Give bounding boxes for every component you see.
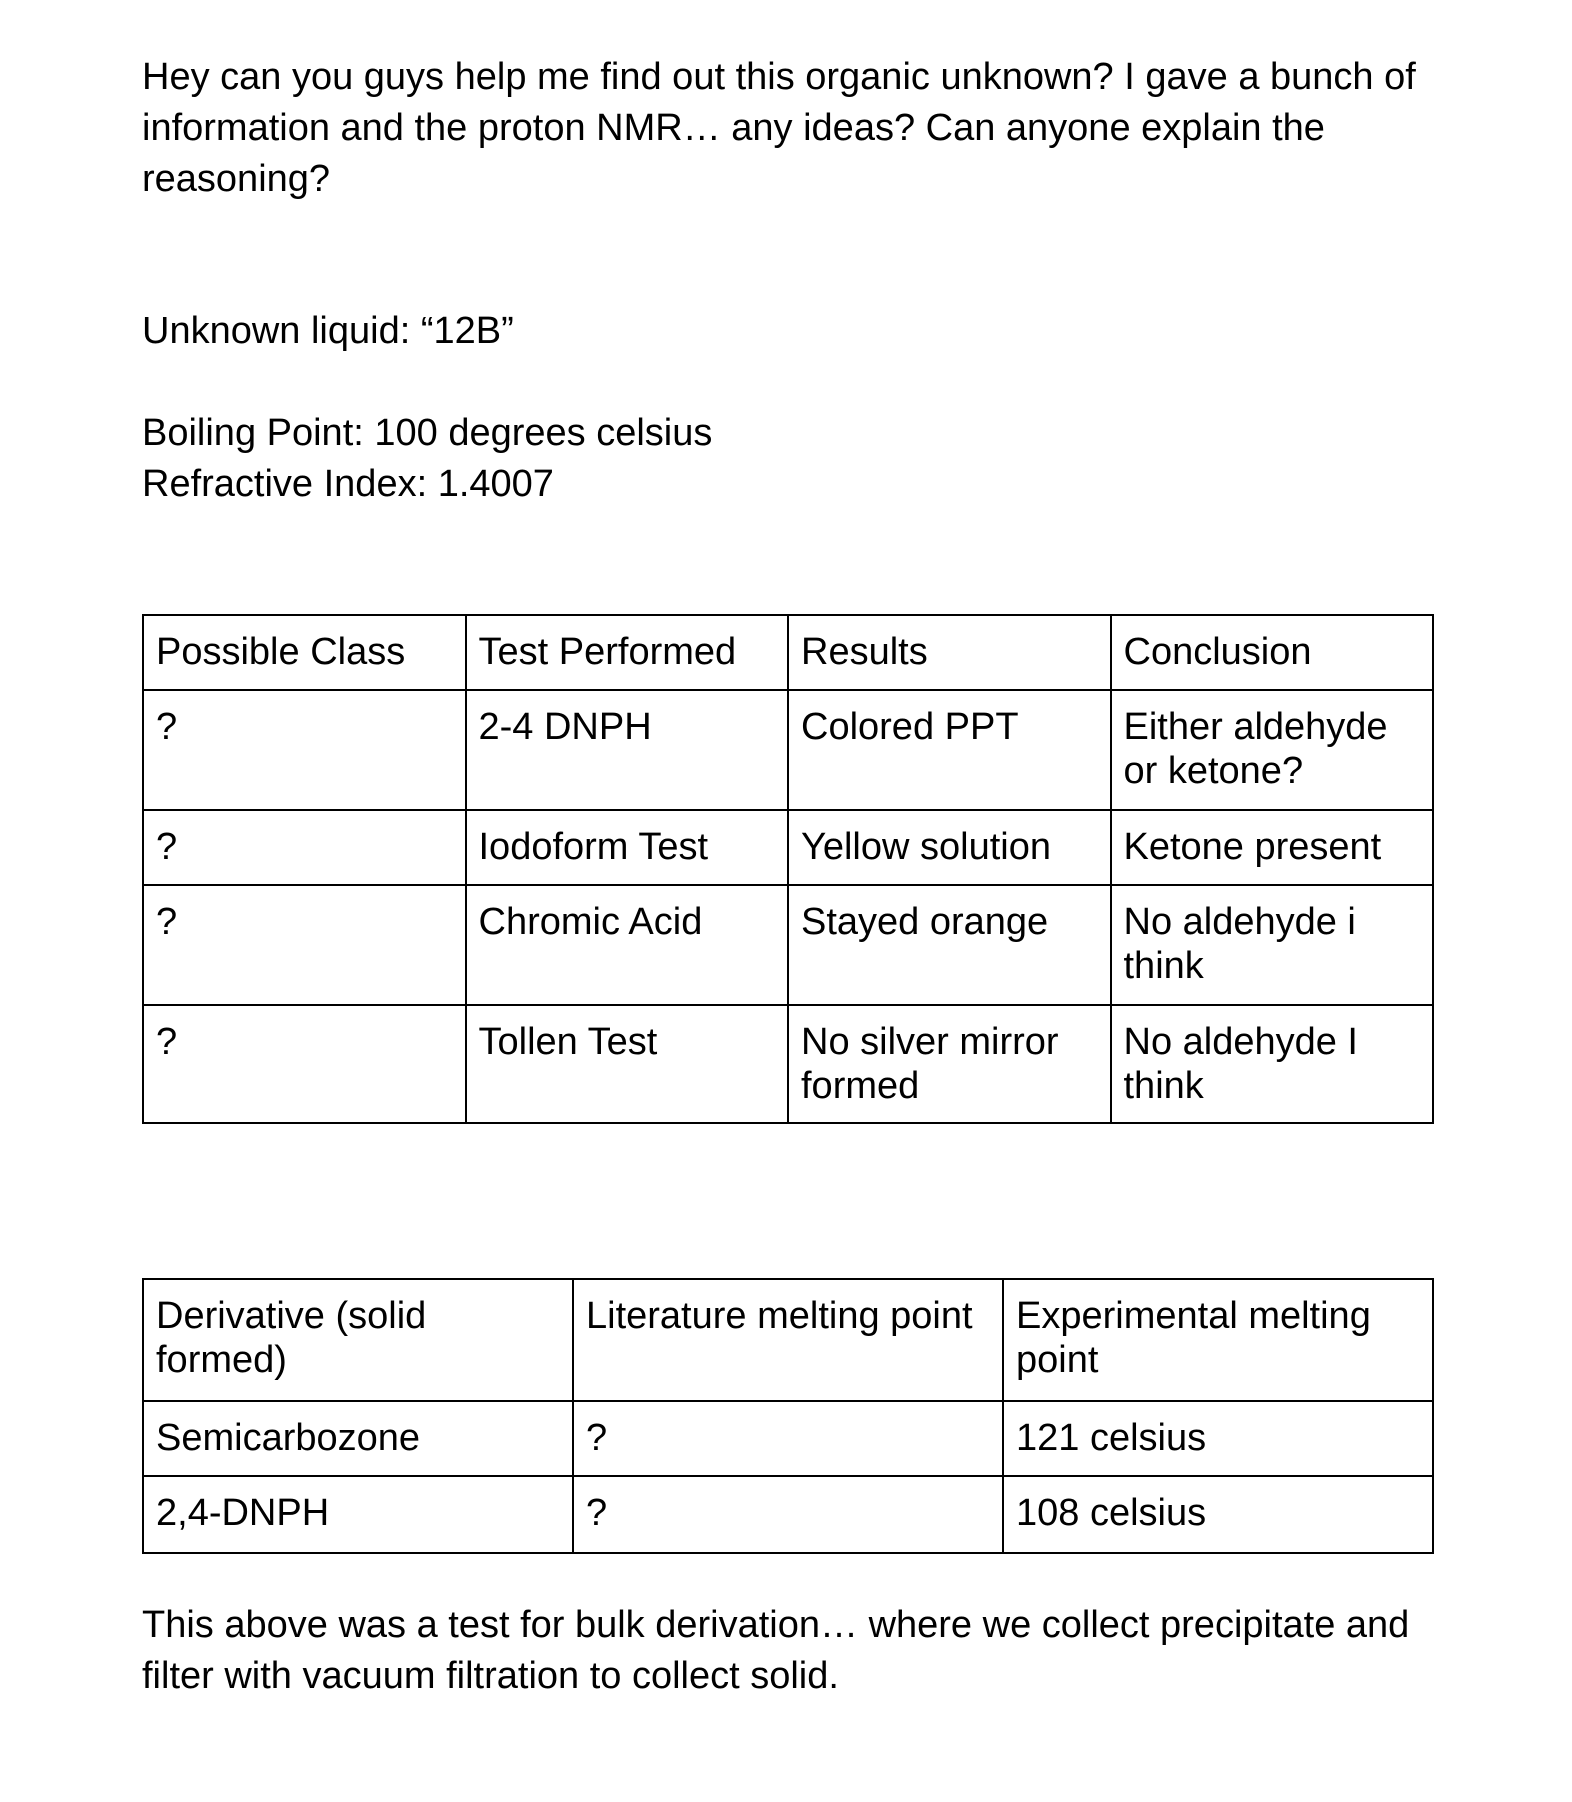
table-cell: 121 celsius	[1003, 1401, 1433, 1476]
table-cell: Chromic Acid	[466, 885, 789, 1005]
table-cell: ?	[143, 810, 466, 885]
table-cell: No aldehyde I think	[1111, 1005, 1434, 1123]
derivative-header-cell: Literature melting point	[573, 1279, 1003, 1401]
table-cell: Semicarbozone	[143, 1401, 573, 1476]
derivative-header-cell: Experimental melting point	[1003, 1279, 1433, 1401]
table-row	[143, 810, 1433, 885]
footer-paragraph: This above was a test for bulk derivation… where we collect precipitate and filter with vacuum filtration to collect solid.	[142, 1604, 1410, 1697]
table-cell: Stayed orange	[788, 885, 1111, 1005]
table-cell: Either aldehyde or ketone?	[1111, 690, 1434, 810]
table-row	[143, 1401, 1433, 1476]
table-cell: ?	[143, 690, 466, 810]
table-cell: ?	[573, 1401, 1003, 1476]
table-cell: 2,4-DNPH	[143, 1476, 573, 1553]
tests-header-cell: Results	[788, 615, 1111, 690]
table-cell: Colored PPT	[788, 690, 1111, 810]
table-cell: ?	[573, 1476, 1003, 1553]
table-cell: 2-4 DNPH	[466, 690, 789, 810]
table-cell: Iodoform Test	[466, 810, 789, 885]
table-row	[143, 885, 1433, 1005]
table-row	[143, 1005, 1433, 1123]
table-cell: No aldehyde i think	[1111, 885, 1434, 1005]
table-row	[143, 690, 1433, 810]
refractive-index: Refractive Index: 1.4007	[142, 463, 554, 505]
tests-table	[142, 614, 1434, 1124]
tests-table-header-row	[143, 615, 1433, 690]
tests-header-cell: Possible Class	[143, 615, 466, 690]
table-cell: Tollen Test	[466, 1005, 789, 1123]
table-cell: Ketone present	[1111, 810, 1434, 885]
table-cell: 108 celsius	[1003, 1476, 1433, 1553]
intro-paragraph: Hey can you guys help me find out this organic unknown? I gave a bunch of information and the proton NMR… any ideas? Can anyone explain the reasoning?	[142, 56, 1416, 200]
derivative-table-header-row	[143, 1279, 1433, 1401]
table-cell: ?	[143, 1005, 466, 1123]
boiling-point: Boiling Point: 100 degrees celsius	[142, 412, 713, 454]
table-row	[143, 1476, 1433, 1553]
tests-header-cell: Conclusion	[1111, 615, 1434, 690]
table-cell: Yellow solution	[788, 810, 1111, 885]
table-cell: No silver mirror formed	[788, 1005, 1111, 1123]
unknown-label: Unknown liquid: “12B”	[142, 310, 514, 352]
derivative-table	[142, 1278, 1434, 1554]
tests-header-cell: Test Performed	[466, 615, 789, 690]
derivative-header-cell: Derivative (solid formed)	[143, 1279, 573, 1401]
table-cell: ?	[143, 885, 466, 1005]
